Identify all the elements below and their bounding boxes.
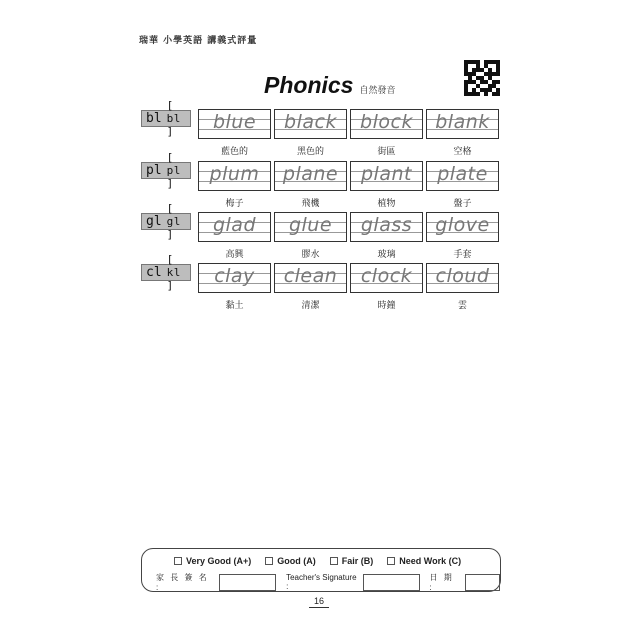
blend-ipa: [ gl ] — [166, 202, 181, 241]
blend-ipa: [ bl ] — [166, 99, 181, 138]
word-cell — [350, 161, 423, 191]
trace-word: plant — [361, 163, 412, 185]
checkbox[interactable] — [265, 557, 273, 565]
word-meaning: 藍色的 — [220, 146, 248, 156]
page-header: 瑞華 小學英語 講義式評量 — [139, 36, 258, 46]
word-cell — [274, 161, 347, 191]
trace-word: clean — [283, 265, 338, 287]
trace-word: blank — [435, 111, 490, 133]
word-cell — [350, 212, 423, 242]
word-meaning: 雲 — [457, 300, 467, 310]
grade-option-b[interactable] — [330, 556, 374, 566]
date-field[interactable] — [465, 574, 500, 591]
parent-signature-label: 家 長 簽 名 : — [156, 573, 209, 592]
trace-word: blue — [212, 111, 257, 133]
grade-option-a-plus[interactable] — [174, 556, 251, 566]
trace-word: block — [360, 111, 413, 133]
word-cell — [350, 109, 423, 139]
word-meaning: 梅子 — [225, 198, 244, 208]
title-block — [264, 72, 395, 99]
qr-code-icon — [464, 60, 500, 96]
word-cell — [274, 263, 347, 293]
word-cell — [198, 263, 271, 293]
blend-label — [141, 253, 191, 292]
evaluation-box — [141, 548, 501, 592]
word-cell — [198, 212, 271, 242]
blend-letters: cl — [146, 265, 162, 280]
grade-label: Good (A) — [277, 556, 316, 566]
word-meaning: 清潔 — [301, 300, 320, 310]
grade-label: Very Good (A+) — [186, 556, 252, 566]
blend-letters: pl — [146, 163, 162, 178]
trace-word: plate — [437, 163, 488, 185]
trace-word: glue — [288, 214, 333, 236]
blend-letters: bl — [146, 111, 162, 126]
word-cell — [426, 263, 499, 293]
page-title: Phonics — [264, 72, 354, 98]
word-cell — [274, 109, 347, 139]
word-cell — [274, 212, 347, 242]
page-number: 16 — [309, 596, 329, 608]
word-cell — [350, 263, 423, 293]
trace-word: plane — [282, 163, 339, 185]
word-meaning: 植物 — [377, 198, 396, 208]
word-cell — [426, 161, 499, 191]
word-meaning: 高興 — [225, 249, 244, 259]
word-meaning: 空格 — [453, 146, 472, 156]
blend-ipa: [ kl ] — [166, 253, 181, 292]
word-meaning: 盤子 — [453, 198, 472, 208]
checkbox[interactable] — [387, 557, 395, 565]
signature-row — [156, 572, 500, 592]
word-cell — [198, 161, 271, 191]
checkbox[interactable] — [330, 557, 338, 565]
grade-options — [174, 556, 461, 566]
trace-word: glove — [435, 214, 490, 236]
blend-label — [141, 202, 191, 241]
grade-option-a[interactable] — [265, 556, 316, 566]
parent-signature-field[interactable] — [219, 574, 276, 591]
word-meaning: 時鐘 — [377, 300, 396, 310]
word-meaning: 手套 — [453, 249, 472, 259]
grade-label: Fair (B) — [341, 556, 374, 566]
blend-letters: gl — [146, 214, 162, 229]
word-cell — [426, 109, 499, 139]
word-meaning: 飛機 — [301, 198, 320, 208]
blend-label — [141, 151, 191, 190]
teacher-signature-label: Teacher's Signature : — [286, 573, 357, 591]
trace-word: clock — [360, 265, 413, 287]
word-cell — [198, 109, 271, 139]
blend-ipa: [ pl ] — [166, 151, 181, 190]
word-cell — [426, 212, 499, 242]
word-meaning: 黏土 — [225, 300, 244, 310]
checkbox[interactable] — [174, 557, 182, 565]
page-subtitle: 自然發音 — [359, 85, 396, 95]
date-label: 日 期 : — [429, 573, 454, 592]
word-meaning: 街區 — [377, 146, 396, 156]
phonics-row-bl — [141, 99, 501, 160]
grade-option-c[interactable] — [387, 556, 461, 566]
grade-label: Need Work (C) — [399, 556, 462, 566]
word-meaning: 玻璃 — [377, 249, 396, 259]
trace-word: black — [284, 111, 337, 133]
word-meaning: 膠水 — [301, 249, 320, 259]
word-meaning: 黑色的 — [296, 146, 324, 156]
blend-label — [141, 99, 191, 138]
trace-word: glass — [360, 214, 413, 236]
trace-word: cloud — [435, 265, 490, 287]
trace-word: glad — [212, 214, 257, 236]
teacher-signature-field[interactable] — [363, 574, 420, 591]
trace-word: clay — [214, 265, 255, 287]
trace-word: plum — [209, 163, 260, 185]
